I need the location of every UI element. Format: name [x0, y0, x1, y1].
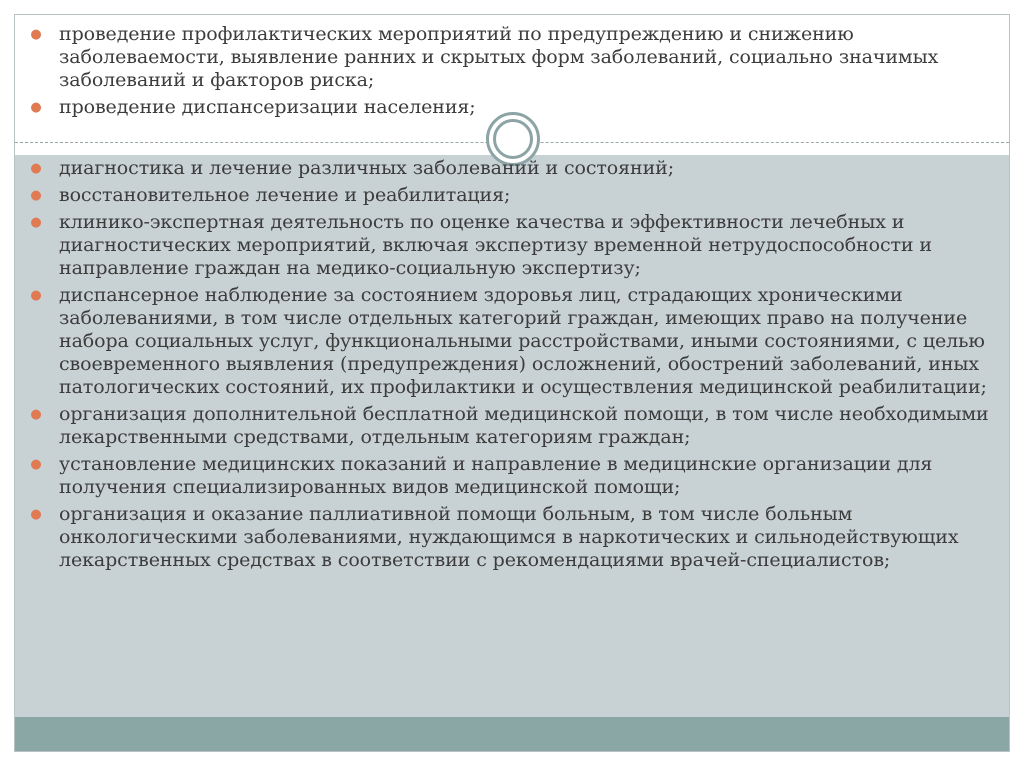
list-item — [30, 184, 1005, 207]
bullet-icon: ● — [30, 407, 42, 422]
bullet-icon: ● — [30, 507, 42, 522]
bullet-icon: ● — [30, 100, 42, 115]
list-item-text: установление медицинских показаний и направление в медицинские организации для получения специализированных видов медицинской помощи; — [59, 453, 933, 498]
slide-frame — [14, 14, 1010, 752]
list-item-text: проведение диспансеризации населения; — [59, 96, 476, 118]
bullet-icon: ● — [30, 27, 42, 42]
bullet-icon: ● — [30, 215, 42, 230]
list-item-text: организация и оказание паллиативной помощи больным, в том числе больным онкологическими заболеваниями, нуждающимся в наркотических и сильнодействующих лекарственных средствах в соответствии с рекомендациями врачей-специалистов; — [59, 503, 959, 571]
main-bullet-list — [30, 157, 1005, 576]
list-item — [30, 453, 1005, 499]
bullet-icon: ● — [30, 188, 42, 203]
list-item — [30, 96, 1005, 119]
bullet-icon: ● — [30, 288, 42, 303]
list-item — [30, 284, 1005, 399]
list-item — [30, 503, 1005, 572]
list-item — [30, 211, 1005, 280]
bullet-icon: ● — [30, 457, 42, 472]
bottom-band — [15, 717, 1009, 752]
list-item-text: диспансерное наблюдение за состоянием здоровья лиц, страдающих хроническими заболеваниями, в том числе отдельных категорий граждан, имеющих право на получение набора социальных услуг, функциональными расстройствами, иными состояниями, с целью своевременного выявления (предупреждения) осложнений, обострений заболеваний, иных патологических состояний, их профилактики и осуществления медицинской реабилитации; — [59, 284, 987, 398]
list-item — [30, 157, 1005, 180]
list-item-text: диагностика и лечение различных заболеваний и состояний; — [59, 157, 675, 179]
top-bullet-list — [30, 23, 1005, 123]
bullet-icon: ● — [30, 161, 42, 176]
list-item — [30, 403, 1005, 449]
list-item-text: проведение профилактических мероприятий по предупреждению и снижению заболеваемости, выявление ранних и скрытых форм заболеваний, социально значимых заболеваний и факторов риска; — [59, 23, 939, 91]
list-item-text: клинико-экспертная деятельность по оценке качества и эффективности лечебных и диагностических мероприятий, включая экспертизу временной нетрудоспособности и направление граждан на медико-социальную экспертизу; — [59, 211, 932, 279]
list-item-text: организация дополнительной бесплатной медицинской помощи, в том числе необходимыми лекарственными средствами, отдельным категориям граждан; — [59, 403, 989, 448]
list-item — [30, 23, 1005, 92]
list-item-text: восстановительное лечение и реабилитация; — [59, 184, 511, 206]
